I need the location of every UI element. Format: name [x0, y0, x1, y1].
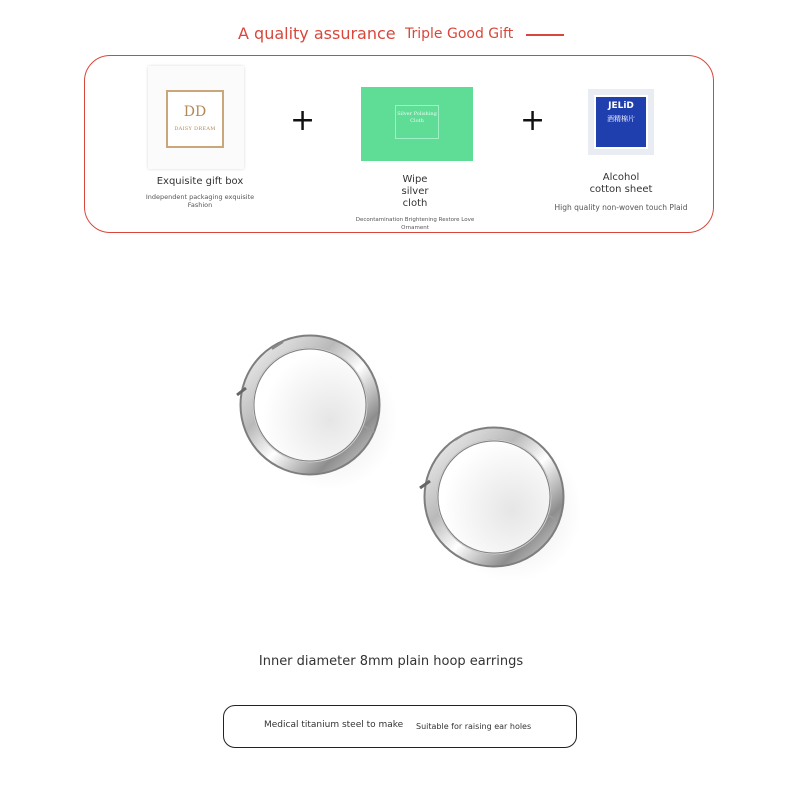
gift-desc: Decontamination Brightening Restore Love Ornament — [355, 217, 475, 231]
silver-cloth-label: Silver Polishing Cloth — [395, 105, 439, 139]
alcohol-pad-cn-label: 酒精棉片 — [607, 115, 635, 123]
product-caption-text: Inner diameter 8mm plain hoop earrings — [258, 654, 524, 669]
gift-name: Alcohol cotton sheet — [589, 172, 653, 195]
product-caption — [0, 654, 800, 669]
plus-icon: + — [520, 103, 546, 138]
gift-name: Exquisite gift box — [156, 176, 244, 187]
gift-desc: High quality non-woven touch Plaid — [554, 203, 688, 212]
hoop-earring-left — [237, 342, 398, 490]
gift-box-monogram: DD — [183, 104, 207, 120]
features-pill — [223, 705, 577, 748]
header-triple-gift: Triple Good Gift — [405, 26, 514, 42]
header-quality-assurance: A quality assurance — [238, 24, 396, 43]
plus-icon: + — [290, 103, 316, 138]
gift-box-brand: DAISY DREAM — [174, 126, 216, 132]
gift-name: Wipe silver cloth — [401, 174, 429, 209]
hoop-earring-right — [420, 433, 582, 582]
gift-desc: Independent packaging exquisite Fashion — [145, 193, 255, 209]
feature-material: Medical titanium steel to make — [264, 720, 404, 730]
alcohol-pad-brand: JELiD — [608, 101, 634, 111]
feature-ear-holes: Suitable for raising ear holes — [416, 722, 532, 731]
